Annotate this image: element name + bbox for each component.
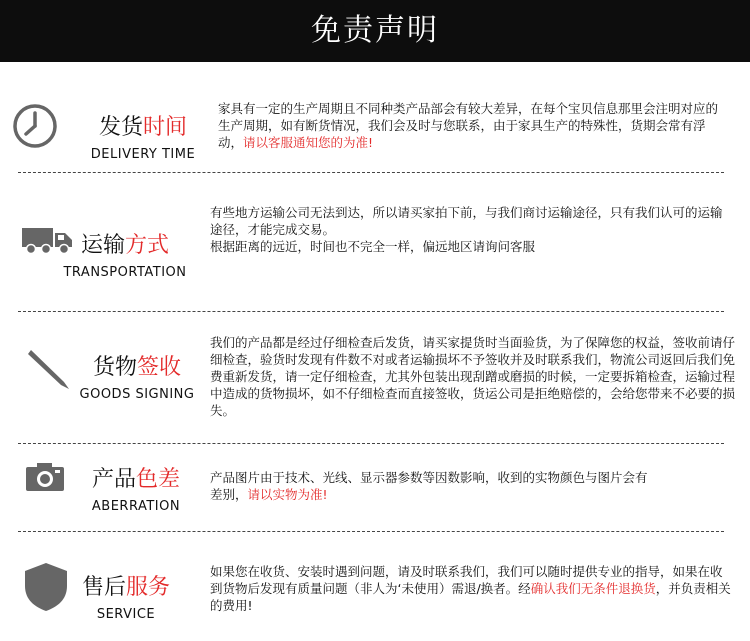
section-label-transportation xyxy=(50,228,200,280)
camera-icon xyxy=(26,462,64,496)
section-subtitle: TRANSPORTATION xyxy=(63,265,187,280)
clock-icon xyxy=(12,103,58,153)
section-subtitle: DELIVERY TIME xyxy=(90,147,196,162)
section-text-service: 如果您在收货、安装时遇到问题，请及时联系我们，我们可以随时提供专业的指导，如果在收到货物后发现有质量问题（非人为‘未使用）需退/换者。经确认我们无条件退换货，并负责相关的费用! xyxy=(210,564,731,613)
section-label-service xyxy=(66,570,186,622)
section-title: 货物签收 xyxy=(92,355,182,380)
section-title: 产品色差 xyxy=(91,467,181,492)
page-title: 免责声明 xyxy=(311,13,439,48)
section-label-delivery xyxy=(78,110,208,162)
shield-icon xyxy=(24,562,68,616)
divider xyxy=(18,172,724,173)
section-text-transportation xyxy=(210,204,732,255)
section-label-aberration xyxy=(72,462,200,514)
section-title: 运输方式 xyxy=(80,233,170,258)
section-subtitle: ABERRATION xyxy=(91,499,181,514)
header-banner xyxy=(0,0,750,62)
section-text-aberration: 产品图片由于技术、光线、显示器参数等因数影响，收到的实物颜色与图片会有差别，请以实物为准! xyxy=(210,470,648,502)
section-title: 售后服务 xyxy=(81,575,171,600)
section-title: 发货时间 xyxy=(98,115,188,140)
pen-icon xyxy=(26,346,72,396)
section-text-delivery: 家具有一定的生产周期且不同种类产品部会有较大差异，在每个宝贝信息那里会注明对应的生产周期，如有断货情况，我们会及时与您联系，由于家具生产的特殊性，货期会常有浮动，请以客服通知您的为准! xyxy=(218,101,719,150)
section-subtitle: SERVICE xyxy=(96,607,156,622)
section-paragraph: 根据距离的远近，时间也不完全一样，偏远地区请询问客服 xyxy=(210,239,536,254)
section-paragraph: 有些地方运输公司无法到达，所以请买家拍下前，与我们商讨运输途径，只有我们认可的运输途径，才能完成交易。 xyxy=(210,205,723,237)
section-text-goods-signing: 我们的产品都是经过仔细检查后发货，请买家提货时当面验货，为了保障您的权益，签收前请仔细检查，验货时发现有件数不对或者运输损坏不予签收并及时联系我们，物流公司返回后我们免费重新发货，请一定仔细检查，尤其外包装出现刮蹭或磨损的时候，一定要拆箱检查，运输过程中造成的货物损坏，如不仔细检查而直接签收，货运公司是拒绝赔偿的，会给您带来不必要的损失。 xyxy=(210,335,736,418)
section-subtitle: GOODS SIGNING xyxy=(79,387,195,402)
divider xyxy=(18,311,724,312)
section-label-goods-signing xyxy=(70,350,204,402)
divider xyxy=(18,443,724,444)
divider xyxy=(18,531,724,532)
